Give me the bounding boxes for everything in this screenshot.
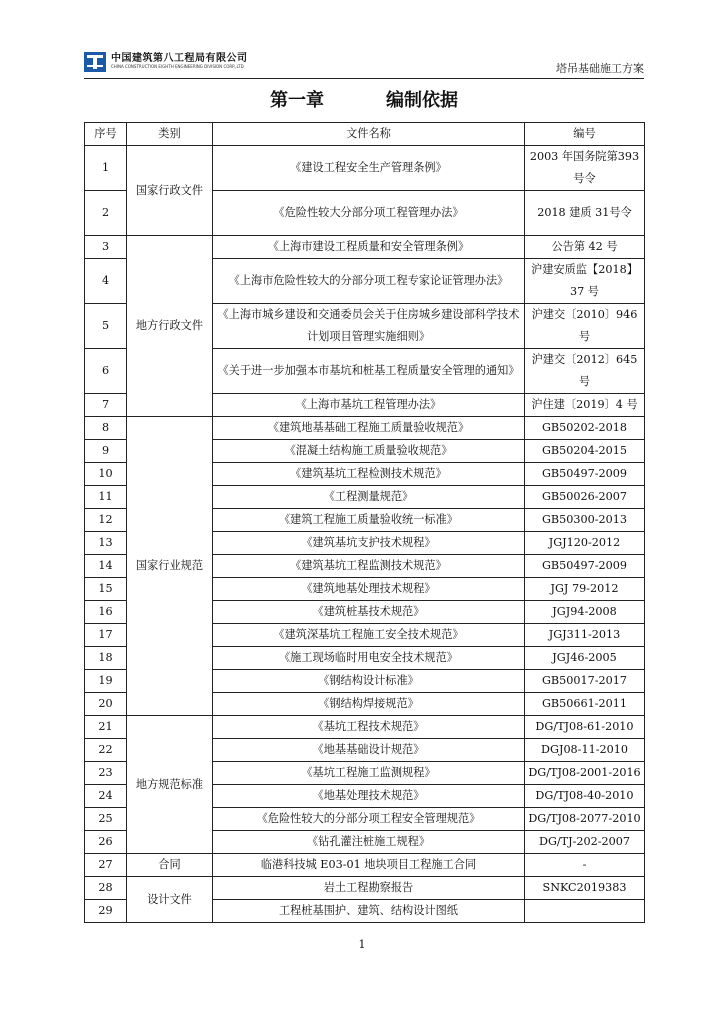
doc-name: 《建设工程安全生产管理条例》	[213, 146, 525, 191]
page-header	[84, 48, 644, 76]
chapter-title: 编制依据	[386, 90, 458, 111]
doc-code: 2003 年国务院第393 号令	[525, 146, 645, 191]
chapter-heading	[84, 86, 644, 112]
doc-name: 工程桩基围护、建筑、结构设计图纸	[213, 900, 525, 923]
doc-name: 《危险性较大的分部分项工程安全管理规范》	[213, 808, 525, 831]
row-no: 3	[85, 236, 127, 259]
table-row	[85, 877, 645, 900]
row-no: 13	[85, 532, 127, 555]
row-no: 25	[85, 808, 127, 831]
col-header-code: 编号	[525, 123, 645, 146]
row-no: 20	[85, 693, 127, 716]
doc-code: 沪建安质监【2018】37 号	[525, 259, 645, 304]
category-cell: 地方规范标准	[127, 716, 213, 854]
doc-code: JGJ 79-2012	[525, 578, 645, 601]
category-cell: 设计文件	[127, 877, 213, 923]
doc-code: 沪建交〔2010〕946号	[525, 304, 645, 349]
row-no: 21	[85, 716, 127, 739]
row-no: 8	[85, 417, 127, 440]
doc-name: 《建筑基坑工程检测技术规范》	[213, 463, 525, 486]
doc-code: JGJ94-2008	[525, 601, 645, 624]
doc-name: 《关于进一步加强本市基坑和桩基工程质量安全管理的通知》	[213, 349, 525, 394]
doc-name: 《上海市建设工程质量和安全管理条例》	[213, 236, 525, 259]
category-cell: 地方行政文件	[127, 236, 213, 417]
row-no: 15	[85, 578, 127, 601]
row-no: 2	[85, 191, 127, 236]
doc-name: 《钻孔灌注桩施工规程》	[213, 831, 525, 854]
row-no: 28	[85, 877, 127, 900]
row-no: 24	[85, 785, 127, 808]
doc-code: GB50202-2018	[525, 417, 645, 440]
doc-code: DG/TJ08-2077-2010	[525, 808, 645, 831]
doc-name: 《上海市危险性较大的分部分项工程专家论证管理办法》	[213, 259, 525, 304]
doc-name: 《基坑工程施工监测规程》	[213, 762, 525, 785]
row-no: 26	[85, 831, 127, 854]
doc-code: JGJ311-2013	[525, 624, 645, 647]
doc-code: GB50204-2015	[525, 440, 645, 463]
doc-name: 《建筑基坑支护技术规程》	[213, 532, 525, 555]
doc-name: 《地基处理技术规范》	[213, 785, 525, 808]
row-no: 29	[85, 900, 127, 923]
doc-code: DG/TJ08-2001-2016	[525, 762, 645, 785]
document-title: 塔吊基础施工方案	[556, 62, 644, 75]
company-name-cn: 中国建筑第八工程局有限公司	[111, 53, 248, 64]
row-no: 16	[85, 601, 127, 624]
basis-table	[84, 122, 645, 923]
row-no: 27	[85, 854, 127, 877]
col-header-no: 序号	[85, 123, 127, 146]
doc-code: -	[525, 854, 645, 877]
doc-code: GB50661-2011	[525, 693, 645, 716]
doc-code: 沪建交〔2012〕645号	[525, 349, 645, 394]
table-row	[85, 236, 645, 259]
category-cell: 合同	[127, 854, 213, 877]
row-no: 11	[85, 486, 127, 509]
table-row	[85, 854, 645, 877]
row-no: 5	[85, 304, 127, 349]
row-no: 22	[85, 739, 127, 762]
row-no: 9	[85, 440, 127, 463]
doc-code: JGJ120-2012	[525, 532, 645, 555]
doc-code: 沪住建〔2019〕4 号	[525, 394, 645, 417]
doc-code: DG/TJ-202-2007	[525, 831, 645, 854]
doc-code: GB50300-2013	[525, 509, 645, 532]
row-no: 17	[85, 624, 127, 647]
doc-code: SNKC2019383	[525, 877, 645, 900]
table-row	[85, 417, 645, 440]
doc-code: DG/TJ08-61-2010	[525, 716, 645, 739]
doc-code: GB50497-2009	[525, 555, 645, 578]
doc-name: 临港科技城 E03-01 地块项目工程施工合同	[213, 854, 525, 877]
row-no: 7	[85, 394, 127, 417]
doc-name: 岩土工程勘察报告	[213, 877, 525, 900]
doc-name: 《钢结构设计标准》	[213, 670, 525, 693]
row-no: 18	[85, 647, 127, 670]
doc-code: DG/TJ08-40-2010	[525, 785, 645, 808]
col-header-category: 类别	[127, 123, 213, 146]
doc-name: 《施工现场临时用电安全技术规范》	[213, 647, 525, 670]
doc-code: 2018 建质 31号令	[525, 191, 645, 236]
doc-code: DGJ08-11-2010	[525, 739, 645, 762]
doc-name: 《危险性较大分部分项工程管理办法》	[213, 191, 525, 236]
doc-name: 《建筑地基处理技术规程》	[213, 578, 525, 601]
doc-name: 《建筑深基坑工程施工安全技术规范》	[213, 624, 525, 647]
table-header-row	[85, 123, 645, 146]
row-no: 14	[85, 555, 127, 578]
category-cell: 国家行业规范	[127, 417, 213, 716]
row-no: 4	[85, 259, 127, 304]
row-no: 23	[85, 762, 127, 785]
doc-code: GB50026-2007	[525, 486, 645, 509]
doc-name: 《上海市城乡建设和交通委员会关于住房城乡建设部科学技术计划项目管理实施细则》	[213, 304, 525, 349]
company-logo-icon	[84, 52, 106, 72]
doc-name: 《钢结构焊接规范》	[213, 693, 525, 716]
doc-name: 《建筑工程施工质量验收统一标准》	[213, 509, 525, 532]
table-row	[85, 716, 645, 739]
doc-name: 《地基基础设计规范》	[213, 739, 525, 762]
row-no: 19	[85, 670, 127, 693]
doc-code: 公告第 42 号	[525, 236, 645, 259]
chapter-number: 第一章	[270, 90, 324, 111]
doc-code	[525, 900, 645, 923]
row-no: 12	[85, 509, 127, 532]
doc-name: 《建筑基坑工程监测技术规范》	[213, 555, 525, 578]
doc-name: 《工程测量规范》	[213, 486, 525, 509]
doc-name: 《基坑工程技术规范》	[213, 716, 525, 739]
table-row	[85, 146, 645, 191]
row-no: 1	[85, 146, 127, 191]
row-no: 6	[85, 349, 127, 394]
doc-name: 《上海市基坑工程管理办法》	[213, 394, 525, 417]
doc-name: 《混凝土结构施工质量验收规范》	[213, 440, 525, 463]
doc-code: JGJ46-2005	[525, 647, 645, 670]
doc-code: GB50017-2017	[525, 670, 645, 693]
header-divider	[84, 78, 644, 79]
doc-code: GB50497-2009	[525, 463, 645, 486]
category-cell: 国家行政文件	[127, 146, 213, 236]
company-name-en: CHINA CONSTRUCTION EIGHTH ENGINEERING DIVISION CORP.,LTD	[111, 64, 244, 69]
page-number: 1	[358, 938, 366, 951]
doc-name: 《建筑地基基础工程施工质量验收规范》	[213, 417, 525, 440]
doc-name: 《建筑桩基技术规范》	[213, 601, 525, 624]
row-no: 10	[85, 463, 127, 486]
col-header-name: 文件名称	[213, 123, 525, 146]
